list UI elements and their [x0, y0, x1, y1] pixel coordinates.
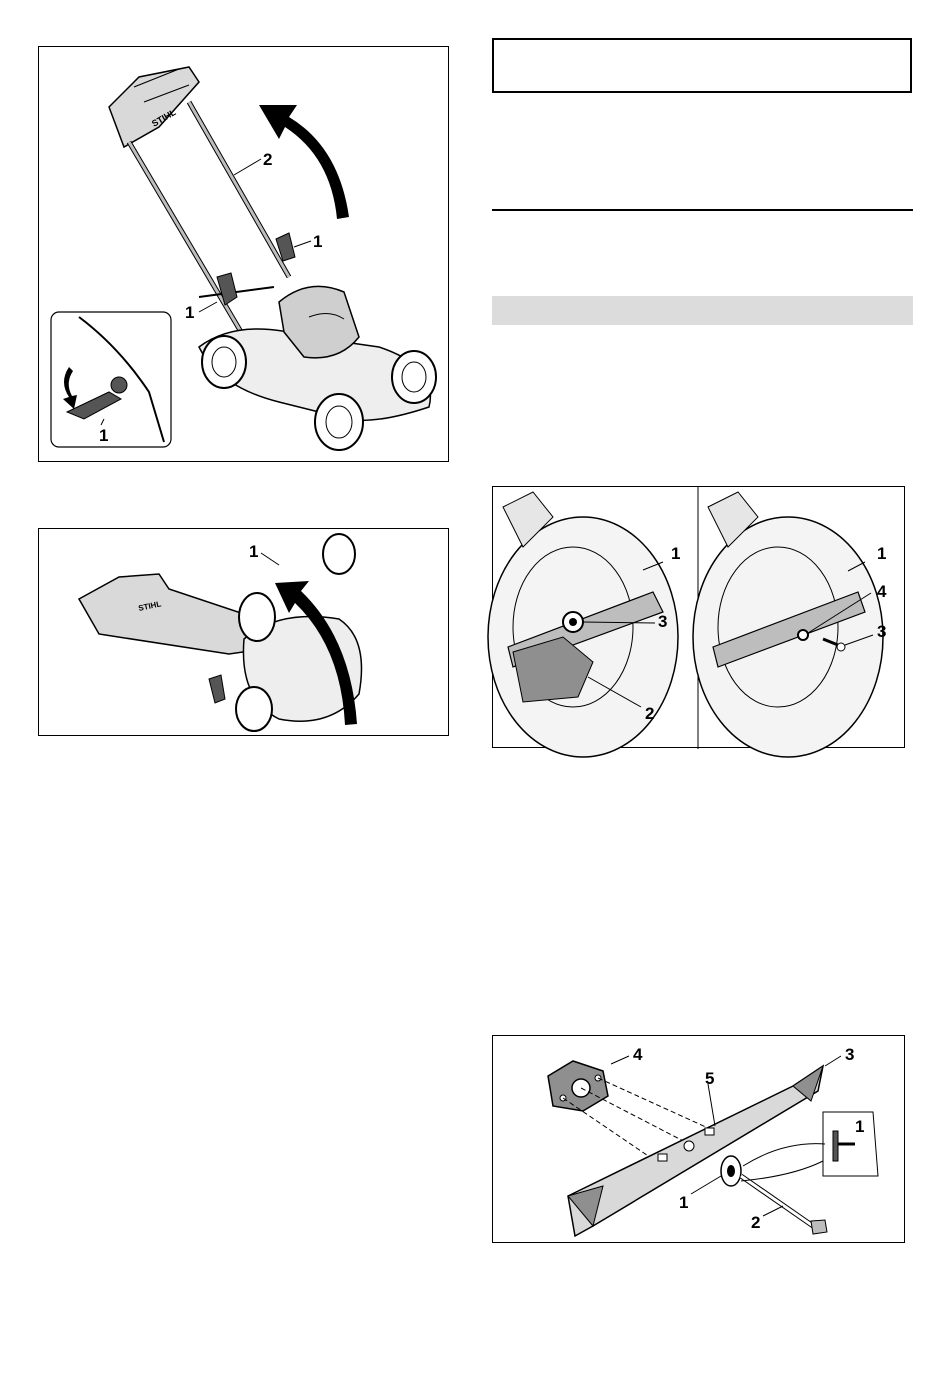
- blade-removal-illustration: [493, 487, 906, 749]
- section-rule: [492, 209, 913, 211]
- callout-handle-clamp-left: 1: [185, 303, 195, 322]
- blade-exploded-illustration: [493, 1036, 906, 1244]
- callout-slot: 5: [705, 1069, 715, 1088]
- svg-text:STIHL: STIHL: [150, 107, 178, 129]
- svg-text:STIHL: STIHL: [137, 599, 163, 613]
- callout-blade: 3: [845, 1045, 855, 1064]
- figure-blade-exploded: [492, 1035, 905, 1243]
- figure-handle-fold: [38, 528, 449, 736]
- callout-right-blade: 1: [877, 544, 887, 563]
- callout-left-blade: 1: [671, 544, 681, 563]
- callout-left-wood-block: 2: [645, 704, 655, 723]
- callout-left-bolt: 3: [658, 612, 668, 631]
- callout-hub: 4: [633, 1045, 643, 1064]
- callout-inset-lever: 1: [99, 426, 109, 445]
- mower-handle-illustration: [39, 47, 450, 463]
- callout-washer: 1: [679, 1193, 689, 1212]
- callout-bolt: 2: [751, 1213, 761, 1232]
- figure-handle-raise: [38, 46, 449, 462]
- callout-right-washer: 4: [877, 582, 887, 601]
- mower-fold-illustration: [39, 529, 450, 737]
- callout-upper-handle: 2: [263, 150, 273, 169]
- callout-right-bolt: 3: [877, 622, 887, 641]
- notice-box: [492, 38, 912, 93]
- callout-washer-detail: 1: [855, 1117, 865, 1136]
- figure-blade-removal: [492, 486, 905, 748]
- section-heading-bar: [492, 296, 913, 325]
- callout-handle-clamp: 1: [249, 542, 259, 561]
- callout-handle-clamp-right: 1: [313, 232, 323, 251]
